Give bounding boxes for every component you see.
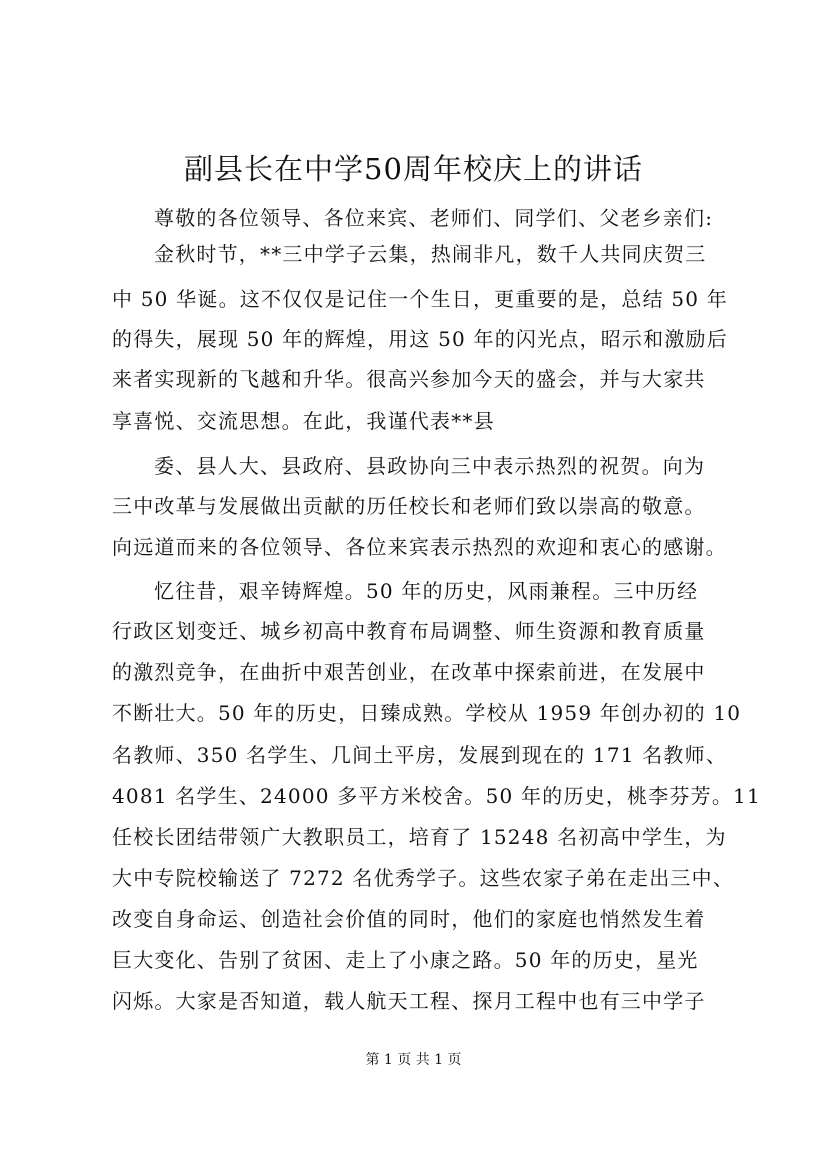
text-line: 中 50 华诞。这不仅仅是记住一个生日，更重要的是，总结 50 年 (112, 287, 728, 311)
text-line: 巨大变化、告别了贫困、走上了小康之路。50 年的历史，星光 (112, 948, 699, 972)
text-line: 改变自身命运、创造社会价值的同时，他们的家庭也悄然发生着 (112, 907, 706, 931)
text-line: 忆往昔，艰辛铸辉煌。50 年的历史，风雨兼程。三中历经 (154, 579, 699, 603)
text-line: 的得失，展现 50 年的辉煌，用这 50 年的闪光点，昭示和激励后 (112, 327, 728, 351)
text-line: 大中专院校输送了 7272 名优秀学子。这些农家子弟在走出三中、 (112, 866, 735, 890)
text-line: 行政区划变迁、城乡初高中教育布局调整、师生资源和教育质量 (112, 619, 706, 643)
text-line: 享喜悦、交流思想。在此，我谨代表**县 (112, 409, 495, 433)
text-line: 尊敬的各位领导、各位来宾、老师们、同学们、父老乡亲们: (154, 206, 714, 230)
text-line: 金秋时节，**三中学子云集，热闹非凡，数千人共同庆贺三 (154, 242, 707, 266)
text-line: 名教师、350 名学生、几间土平房，发展到现在的 171 名教师、 (112, 743, 728, 767)
text-line: 4081 名学生、24000 多平方米校舍。50 年的历史，桃李芬芳。11 (112, 784, 761, 808)
text-line: 的激烈竞争，在曲折中艰苦创业，在改革中探索前进，在发展中 (112, 660, 706, 684)
text-line: 三中改革与发展做出贡献的历任校长和老师们致以崇高的敬意。 (112, 494, 706, 518)
text-line: 来者实现新的飞越和升华。很高兴参加今天的盛会，并与大家共 (112, 367, 706, 391)
text-line: 委、县人大、县政府、县政协向三中表示热烈的祝贺。向为 (154, 454, 706, 478)
text-line: 闪烁。大家是否知道，载人航天工程、探月工程中也有三中学子 (112, 989, 706, 1013)
document-title: 副县长在中学50周年校庆上的讲话 (184, 152, 643, 186)
text-line: 不断壮大。50 年的历史，日臻成熟。学校从 1959 年创办初的 10 (112, 701, 742, 725)
text-line: 任校长团结带领广大教职员工，培育了 15248 名初高中学生，为 (112, 825, 727, 849)
text-line: 向远道而来的各位领导、各位来宾表示热烈的欢迎和衷心的感谢。 (112, 535, 727, 559)
page-footer: 第 1 页 共 1 页 (365, 1052, 462, 1068)
